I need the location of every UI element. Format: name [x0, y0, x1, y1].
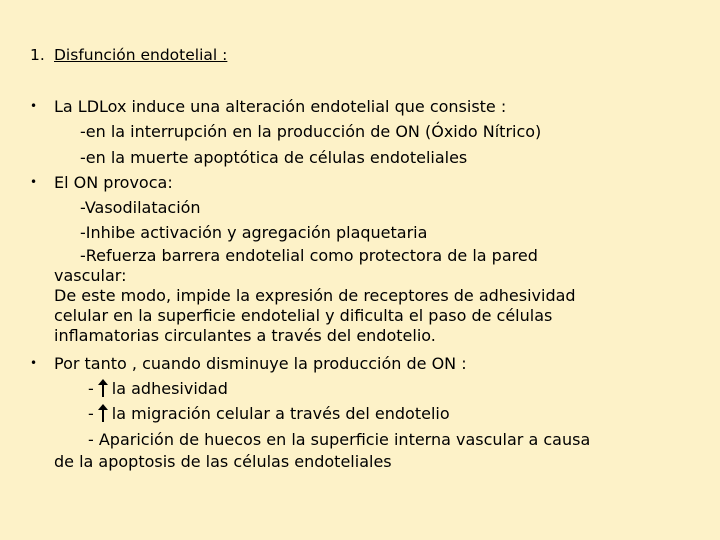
bullet-marker: •	[30, 174, 38, 189]
heading-title: Disfunción endotelial :	[54, 46, 228, 64]
slide-body	[30, 94, 690, 474]
dash: -	[88, 379, 94, 399]
bullet-1-text: La LDLox induce una alteración endotelial que consiste :	[54, 97, 507, 116]
bullet-3-sub-3-cont: de la apoptosis de las células endoteliales	[54, 451, 392, 471]
bullet-2-sub-3: -Refuerza barrera endotelial como protectora de la pared	[80, 245, 538, 265]
bullet-3-sub-2-text: la migración celular a través del endotelio	[111, 404, 450, 424]
bullet-2-text: El ON provoca:	[54, 172, 173, 192]
bullet-marker: •	[30, 355, 38, 370]
bullet-2-para-1: De este modo, impide la expresión de receptores de adhesividad	[54, 285, 576, 305]
bullet-2-para-2: celular en la superficie endotelial y dificulta el paso de células	[54, 305, 553, 325]
bullet-3-text: Por tanto , cuando disminuye la producción de ON :	[54, 353, 467, 373]
bullet-3	[30, 351, 690, 376]
bullet-marker: •	[30, 99, 38, 113]
bullet-3-sub-3: - Aparición de huecos en la superficie interna vascular a causa	[88, 429, 591, 449]
bullet-3-sub-2	[30, 401, 690, 426]
dash: -	[88, 404, 94, 424]
bullet-2-sub-1: -Vasodilatación	[80, 198, 201, 218]
heading-number: 1.	[30, 46, 45, 64]
bullet-2-sub-3-cont: vascular:	[54, 265, 127, 285]
bullet-3-sub-1-text: la adhesividad	[111, 379, 228, 399]
bullet-2-para-3: inflamatorias circulantes a través del endotelio.	[54, 325, 436, 345]
bullet-1-sub-1: -en la interrupción en la producción de ON (Óxido Nítrico)	[80, 122, 542, 142]
slide-heading	[30, 44, 227, 66]
bullet-1	[30, 94, 690, 119]
arrow-up-icon	[98, 404, 108, 422]
bullet-2	[30, 170, 690, 195]
bullet-1-sub-2: -en la muerte apoptótica de células endoteliales	[80, 147, 468, 167]
bullet-2-sub-2: -Inhibe activación y agregación plaquetaria	[80, 223, 428, 243]
arrow-up-icon	[98, 379, 108, 397]
bullet-3-sub-1	[30, 376, 690, 401]
